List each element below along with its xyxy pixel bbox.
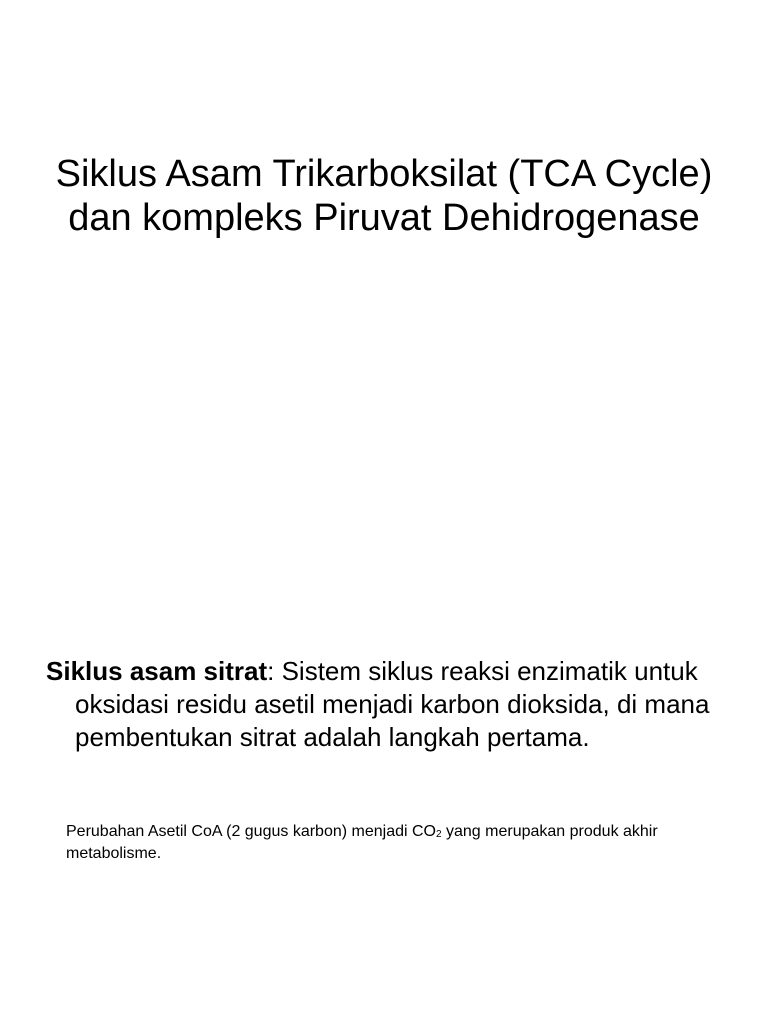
definition-text: Sistem siklus reaksi enzimatik untuk oksidasi residu asetil menjadi karbon dioksida, di mana pembentukan sitrat adalah langkah pertama. [75,656,710,752]
slide-title: Siklus Asam Trikarboksilat (TCA Cycle) dan kompleks Piruvat Dehidrogenase [55,153,713,239]
definition-paragraph [46,655,765,754]
note-text-before: Perubahan Asetil CoA (2 gugus karbon) menjadi CO [66,823,436,840]
definition-separator: : [267,656,275,686]
definition-term: Siklus asam sitrat [46,656,268,686]
note-paragraph [66,821,726,865]
note-text-after: yang merupakan produk akhir metabolisme. [66,823,658,862]
note-subscript: 2 [436,829,442,840]
